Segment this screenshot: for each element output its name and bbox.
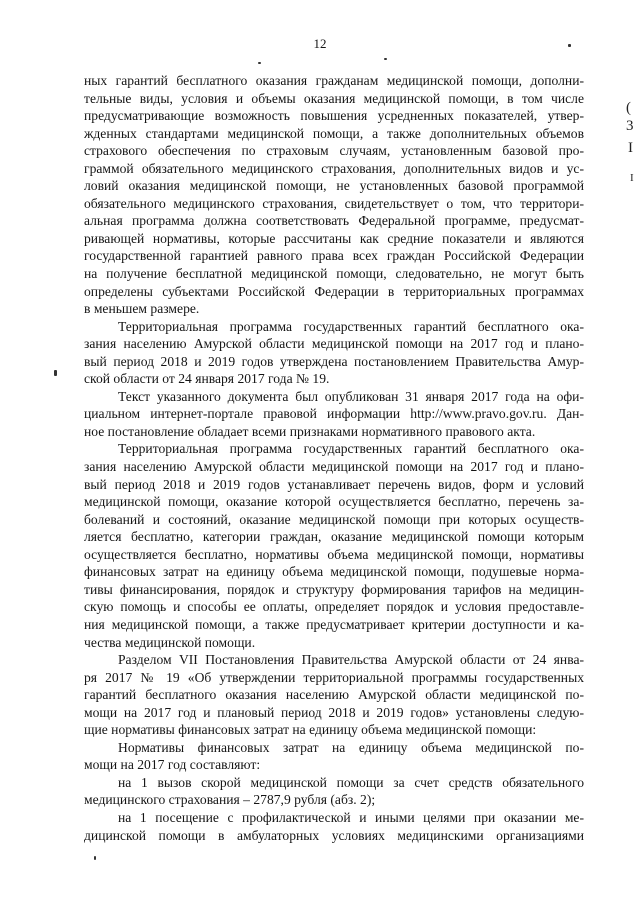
text-line: медицинского страхования – 2787,9 рубля (абз. 2); [84,792,376,808]
text-line: альная программа должна соответствовать Федеральной программе, предусмат- [84,213,584,229]
text-line: ное постановление обладает всеми признаками нормативного правового акта. [84,423,536,439]
text-line: обязательного медицинского страхования, свидетельствует о том, что территори- [84,195,584,211]
text-line: государственной гарантией равного права всех граждан Российской Федерации [84,248,584,264]
text-line: ской области от 24 января 2017 года № 19. [84,371,330,387]
text-line: вый период 2018 и 2019 годов устанавливает перечень видов, форм и условий [84,476,584,492]
text-line: определены субъектами Российской Федерации в территориальных программах [84,283,584,299]
text-line: мощи на 2017 год и плановый период 2018 и 2019 годов» установлены следую- [84,704,584,720]
text-line: мощи на 2017 год составляют: [84,757,261,773]
scan-speck [384,58,387,60]
text-line: предусматривающие возможность повышения усредненных показателей, утвер- [84,108,584,124]
edge-mark: 3 [626,118,634,134]
text-line: вый период 2018 и 2019 годов утверждена постановлением Правительства Амур- [84,353,584,369]
text-line: дицинской помощи в амбулаторных условиях медицинскими организациями [84,827,584,843]
edge-mark: I [628,140,633,156]
text-line: медицинской помощи, оказание которой осуществляется бесплатно, перечень за- [84,494,584,510]
text-line: Разделом VII Постановления Правительства Амурской области от 24 янва- [118,652,584,668]
edge-mark: ( [626,100,631,116]
scan-speck [258,62,261,64]
text-line: в меньшем размере. [84,301,200,317]
scan-speck [94,856,96,860]
text-line: на 1 вызов скорой медицинской помощи за счет средств обязательного [118,774,584,790]
text-line: Территориальная программа государственных гарантий бесплатного ока- [118,318,584,334]
text-line: ния медицинской помощи, а также предусматривает критерии доступности и ка- [84,616,584,632]
text-line: ловий оказания медицинской помощи, не установленных базовой программой [84,178,584,194]
text-line: болеваний и состояний, оказание медицинской помощи при которых осуществ- [84,511,584,527]
text-line: страхового обеспечения по страховым случаям, установленным базовой про- [84,143,584,159]
text-line: ных гарантий бесплатного оказания гражданам медицинской помощи, дополни- [84,73,584,88]
scan-speck [568,44,571,47]
text-line: щие нормативы финансовых затрат на единицу объема медицинской помощи: [84,722,537,738]
text-line: на 1 посещение с профилактической и иными целями при оказании ме- [118,809,584,825]
text-line: гарантий бесплатного оказания населению Амурской области медицинской по- [84,687,584,703]
text-line: финансовых затрат на единицу объема медицинской помощи, подушевые норма- [84,564,584,580]
text-line: Территориальная программа государственных гарантий бесплатного ока- [118,441,584,457]
text-line: зания населению Амурской области медицинской помощи на 2017 год и плано- [84,336,584,352]
text-line: скую помощь и способы ее оплаты, определяет порядок и условия предоставле- [84,599,584,615]
text-line: осуществляется бесплатно, нормативы объема медицинской помощи, нормативы [84,546,584,562]
text-line: тивы финансирования, порядок и структуру формирования тарифов на медицин- [84,581,584,597]
scan-speck [54,370,57,376]
text-line: ря 2017 № 19 «Об утверждении территориальной программы государственных [84,669,584,685]
text-line: ляется бесплатно, категории граждан, оказание медицинской помощи которым [84,529,584,545]
text-line: ривающей нормативы, которые рассчитаны как средние показатели и являются [84,230,584,246]
text-line: жденных стандартами медицинской помощи, а также дополнительных объемов [84,125,584,141]
text-line: чества медицинской помощи. [84,634,256,650]
text-line: Нормативы финансовых затрат на единицу объема медицинской по- [118,739,584,755]
text-line: тельные виды, условия и объемы оказания медицинской помощи, в том числе [84,90,584,106]
text-line: циальном интернет-портале правовой информации http://www.pravo.gov.ru. Дан- [84,406,584,422]
page-number: 12 [313,36,327,51]
text-line: на получение бесплатной медицинской помощи, следовательно, не могут быть [84,266,584,282]
text-line: зания населению Амурской области медицинской помощи на 2017 год и плано- [84,459,584,475]
text-line: граммой обязательного медицинского страхования, дополнительных видов и ус- [84,160,584,176]
document-body [84,72,584,844]
edge-mark: I [630,172,634,184]
text-line: Текст указанного документа был опубликован 31 января 2017 года на офи- [118,388,584,404]
